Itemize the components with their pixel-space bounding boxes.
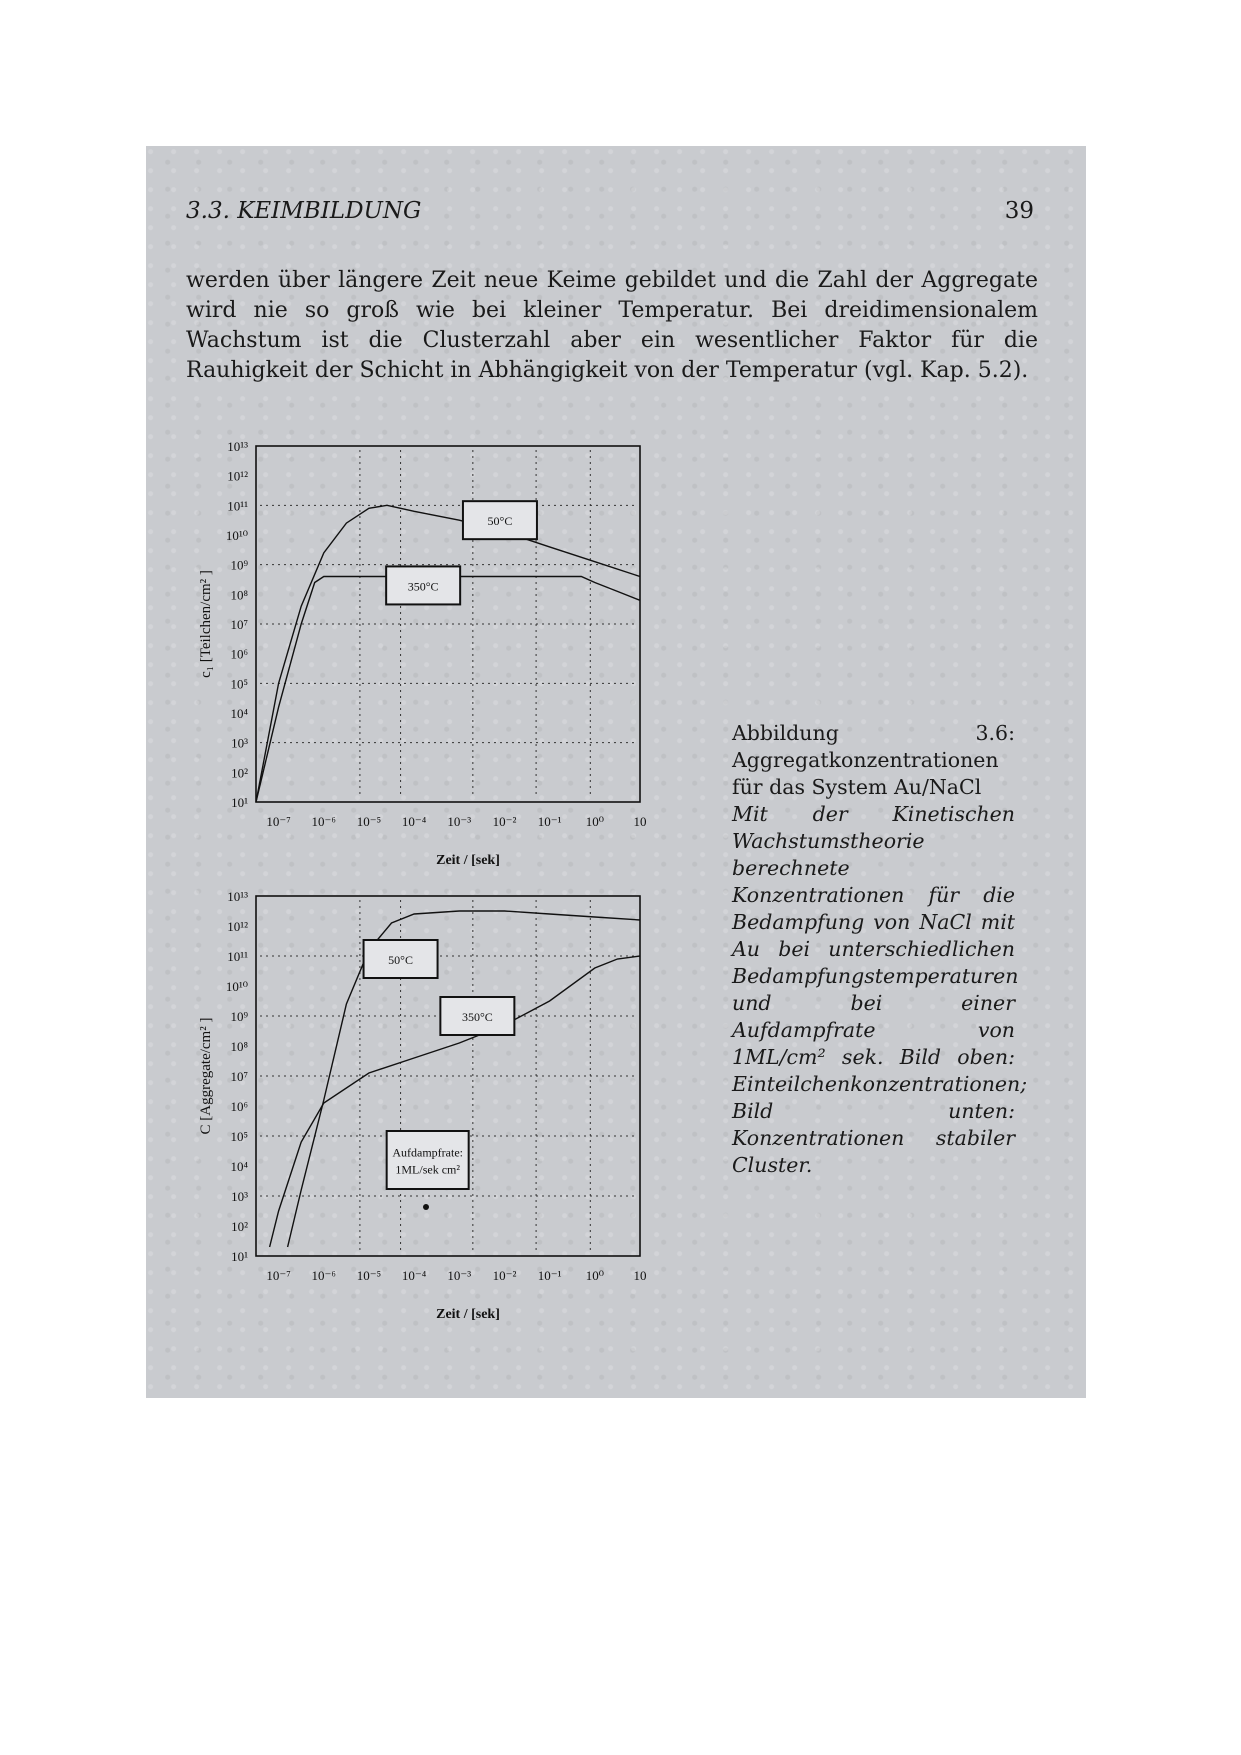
x-tick-label: 10⁰ (585, 1268, 604, 1283)
y-tick-label: 10³ (231, 1189, 248, 1204)
annotation-text: 50°C (487, 514, 513, 529)
x-tick-label: 10⁻⁷ (266, 814, 291, 829)
annotation-text: 350°C (461, 1010, 493, 1024)
annotation-frame (387, 1131, 469, 1189)
x-tick-label: 10⁻¹ (537, 814, 562, 829)
bullet-mark (423, 1204, 429, 1210)
y-tick-label: 10¹³ (227, 439, 248, 454)
x-tick-label: 10 (633, 814, 647, 829)
x-axis-label: Zeit / [sek] (436, 853, 500, 868)
y-tick-label: 10² (231, 765, 248, 781)
series-line-50c (288, 911, 640, 1247)
y-tick-label: 10¹ (231, 795, 248, 810)
y-tick-label: 10¹² (227, 919, 248, 934)
y-tick-label: 10⁹ (230, 557, 248, 573)
y-tick-label: 10⁶ (230, 1099, 248, 1114)
section-title: 3.3. KEIMBILDUNG (186, 198, 422, 224)
x-tick-label: 10⁻⁶ (311, 1268, 336, 1283)
y-tick-label: 10¹² (227, 468, 248, 484)
annotation-box (387, 1131, 469, 1189)
x-tick-label: 10⁻¹ (537, 1268, 562, 1283)
y-tick-label: 10⁵ (230, 1129, 248, 1144)
caption-text: Mit der Kinetischen Wachstumstheorie berechnete Konzentrationen für die Bedampfung von NaCl mit Au bei unterschiedlichen Bedampfungstemperaturen und bei einer Aufdampfrate von 1ML/cm² sek. Bild oben: Einteilchenkonzentrationen; Bild unten: Konzentrationen stabiler Cluster. (732, 802, 1028, 1177)
x-tick-label: 10⁻⁷ (266, 1268, 291, 1283)
y-axis-label: c₁ [Teilchen/cm² ] (198, 570, 214, 678)
y-tick-label: 10⁹ (230, 1009, 248, 1024)
y-tick-label: 10⁵ (230, 676, 248, 692)
x-tick-label: 10⁻⁵ (356, 1268, 382, 1283)
y-tick-label: 10³ (231, 735, 248, 751)
body-paragraph: werden über längere Zeit neue Keime gebildet und die Zahl der Aggregate wird nie so groß wie bei kleiner Temperatur. Bei dreidimensionalem Wachstum ist die Clusterzahl aber ein wesentlicher Faktor für die Rauhigkeit der Schicht in Abhängigkeit von der Temperatur (vgl. Kap. 5.2). (186, 268, 1038, 383)
x-axis-label: Zeit / [sek] (436, 1307, 500, 1322)
y-tick-label: 10¹ (231, 1249, 248, 1264)
y-tick-label: 10¹¹ (227, 498, 248, 514)
x-tick-label: 10⁻⁵ (356, 814, 382, 829)
y-tick-label: 10⁷ (230, 617, 248, 632)
y-tick-label: 10⁷ (230, 1069, 248, 1084)
x-tick-label: 10⁻³ (447, 814, 472, 829)
x-tick-label: 10⁻⁶ (311, 814, 336, 829)
x-tick-label: 10⁻⁴ (401, 1268, 427, 1283)
annotation-text: Aufdampfrate: (392, 1145, 463, 1160)
y-tick-label: 10¹⁰ (225, 979, 248, 994)
y-tick-label: 10¹¹ (227, 949, 248, 964)
y-tick-label: 10⁶ (230, 646, 248, 662)
y-tick-label: 10² (231, 1219, 248, 1234)
annotation-box (440, 997, 514, 1035)
page-number: 39 (1004, 198, 1034, 224)
x-tick-label: 10⁻² (492, 1268, 517, 1283)
y-tick-label: 10⁴ (230, 706, 248, 721)
y-tick-label: 10¹³ (227, 889, 248, 904)
x-tick-label: 10⁻² (492, 814, 517, 829)
x-tick-label: 10⁻³ (447, 1268, 472, 1283)
annotation-text: 50°C (388, 953, 413, 967)
y-tick-label: 10⁴ (230, 1159, 248, 1174)
x-tick-label: 10⁻⁴ (401, 814, 427, 829)
y-tick-label: 10⁸ (230, 1039, 248, 1054)
figure-caption (732, 720, 1028, 1179)
annotation-text: 350°C (407, 579, 439, 594)
annotation-text: 1ML/sek cm² (395, 1162, 460, 1177)
y-axis-label: C [Aggregate/cm² ] (198, 1017, 214, 1135)
x-tick-label: 10 (633, 1268, 647, 1283)
y-tick-label: 10⁸ (230, 587, 248, 603)
y-tick-label: 10¹⁰ (225, 528, 248, 543)
x-tick-label: 10⁰ (585, 814, 604, 829)
annotation-box (364, 940, 438, 978)
caption-label: Abbildung 3.6: Aggregatkonzentrationen für das System Au/NaCl (732, 721, 1015, 799)
